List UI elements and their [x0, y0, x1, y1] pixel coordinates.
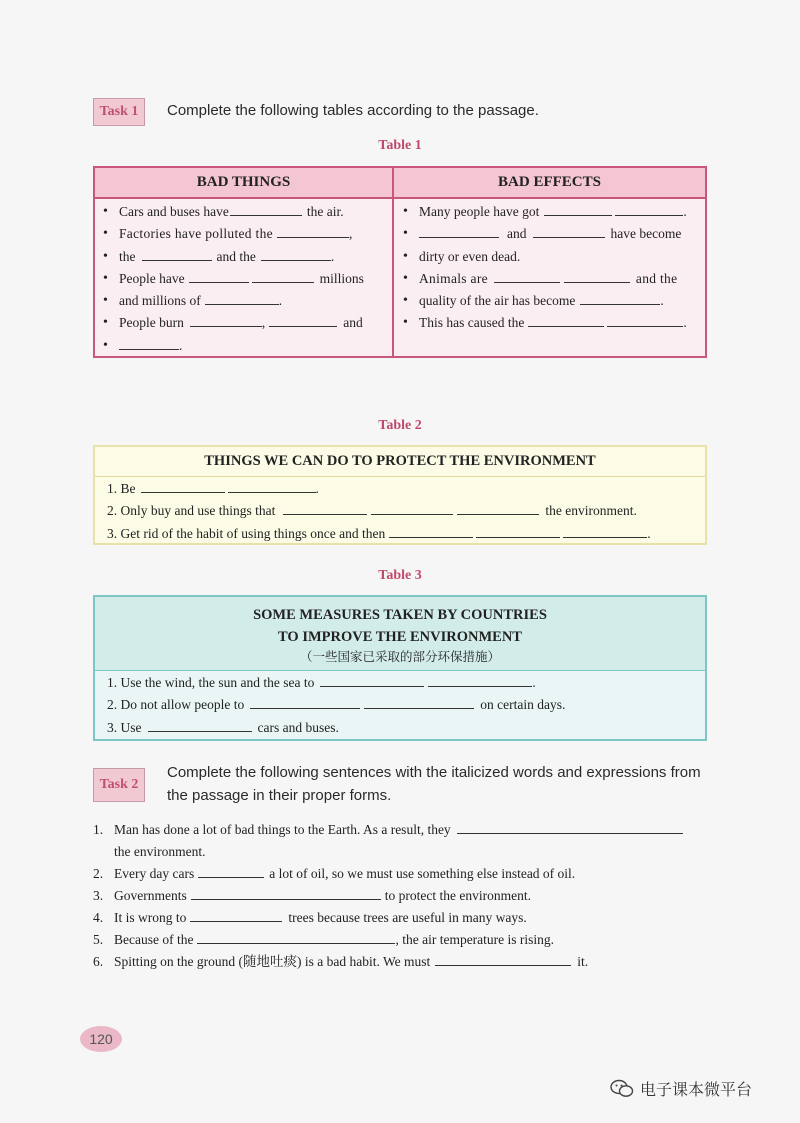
table1-right-header: BAD EFFECTS: [394, 168, 705, 199]
list-item-cont: • the and the .: [101, 246, 383, 268]
task2-instruction: [167, 761, 727, 807]
answer-blank[interactable]: [563, 525, 647, 538]
answer-blank[interactable]: [142, 248, 212, 261]
answer-blank[interactable]: [364, 696, 474, 709]
answer-blank[interactable]: [320, 674, 424, 687]
answer-blank[interactable]: [389, 525, 473, 538]
task2-instruction-line1: Complete the following sentences with the italicized words and expressions from: [167, 764, 701, 781]
answer-blank[interactable]: [615, 203, 683, 216]
list-item: 2. Only buy and use things that the environment.: [107, 503, 637, 519]
answer-blank[interactable]: [197, 931, 395, 944]
table3-header-cn: （一些国家已采取的部分环保措施）: [299, 649, 500, 664]
answer-blank[interactable]: [230, 203, 302, 216]
table3-header-line1: SOME MEASURES TAKEN BY COUNTRIES: [253, 607, 547, 623]
list-item-cont: • and millions of .: [101, 290, 383, 312]
answer-blank[interactable]: [476, 525, 560, 538]
answer-blank[interactable]: [277, 225, 349, 238]
task2-instruction-line2: the passage in their proper forms.: [167, 787, 392, 804]
task1-badge: Task 1: [93, 98, 145, 126]
table1: [93, 166, 707, 358]
answer-blank[interactable]: [564, 270, 630, 283]
sentence-4: 4. It is wrong to trees because trees are useful in many ways.: [93, 910, 527, 925]
table2-list: [107, 478, 697, 545]
list-item-cont: • dirty or even dead.: [401, 246, 701, 268]
answer-blank[interactable]: [457, 502, 539, 515]
answer-blank[interactable]: [607, 314, 683, 327]
sentence-3: 3. Governments to protect the environment.: [93, 888, 531, 903]
table3-header-line2: TO IMPROVE THE ENVIRONMENT: [278, 629, 522, 645]
table2-header: THINGS WE CAN DO TO PROTECT THE ENVIRONMENT: [95, 447, 705, 477]
list-item: 2. Do not allow people to on certain days.: [107, 697, 566, 713]
sentence-1: 1. Man has done a lot of bad things to the Earth. As a result, they the environment.: [93, 819, 713, 863]
task1-instruction: Complete the following tables according to the passage.: [167, 102, 539, 119]
table3-header: [95, 597, 705, 671]
table3-caption: Table 3: [378, 568, 422, 583]
list-item: • Factories have polluted the ,: [101, 223, 383, 245]
sentence-6: 6. Spitting on the ground (随地吐痰) is a bad habit. We must it.: [93, 954, 589, 969]
table2-caption: Table 2: [378, 418, 422, 433]
answer-blank[interactable]: [190, 909, 282, 922]
list-item: • Animals are and the: [401, 268, 701, 290]
answer-blank[interactable]: [457, 821, 683, 834]
answer-blank[interactable]: [261, 248, 331, 261]
list-item-cont: • .: [101, 335, 383, 357]
answer-blank[interactable]: [119, 337, 179, 350]
list-item: 1. Use the wind, the sun and the sea to .: [107, 675, 536, 690]
watermark-text: 电子课本微平台: [640, 1080, 753, 1099]
list-item: 3. Use cars and buses.: [107, 719, 339, 735]
answer-blank[interactable]: [533, 225, 605, 238]
answer-blank[interactable]: [148, 719, 252, 732]
wechat-icon: [610, 1078, 634, 1100]
answer-blank[interactable]: [252, 270, 314, 283]
answer-blank[interactable]: [205, 292, 279, 305]
list-item: • Many people have got .: [401, 201, 701, 223]
answer-blank[interactable]: [371, 502, 453, 515]
table1-left-header: BAD THINGS: [95, 168, 392, 199]
list-item: 3. Get rid of the habit of using things once and then .: [107, 525, 651, 541]
answer-blank[interactable]: [190, 314, 262, 327]
answer-blank[interactable]: [198, 865, 264, 878]
table1-caption: Table 1: [378, 138, 422, 153]
answer-blank[interactable]: [189, 270, 249, 283]
answer-blank[interactable]: [228, 480, 316, 493]
sentence-2: 2. Every day cars a lot of oil, so we must use something else instead of oil.: [93, 866, 576, 881]
answer-blank[interactable]: [191, 887, 381, 900]
list-item-cont: • quality of the air has become .: [401, 290, 701, 312]
watermark: [610, 1077, 752, 1100]
answer-blank[interactable]: [494, 270, 560, 283]
page-number: 120: [80, 1026, 122, 1052]
answer-blank[interactable]: [580, 292, 660, 305]
list-item: • People burn , and: [101, 312, 383, 334]
answer-blank[interactable]: [435, 953, 571, 966]
answer-blank[interactable]: [250, 696, 360, 709]
answer-blank[interactable]: [528, 314, 604, 327]
answer-blank[interactable]: [141, 480, 225, 493]
answer-blank[interactable]: [428, 674, 532, 687]
sentence-5: 5. Because of the , the air temperature is rising.: [93, 932, 555, 947]
table1-left-list: [101, 201, 383, 357]
answer-blank[interactable]: [269, 314, 337, 327]
list-item: • and have become: [401, 223, 701, 245]
table3-list: [107, 672, 697, 739]
answer-blank[interactable]: [544, 203, 612, 216]
answer-blank[interactable]: [283, 502, 367, 515]
list-item: • Cars and buses have the air.: [101, 201, 383, 223]
table1-right-list: [401, 201, 701, 335]
table2: [93, 445, 707, 545]
list-item: • This has caused the .: [401, 312, 701, 334]
list-item: 1. Be .: [107, 481, 319, 496]
table3: [93, 595, 707, 741]
task2-badge: Task 2: [93, 768, 145, 802]
table1-divider: [392, 168, 394, 356]
list-item: • People have millions: [101, 268, 383, 290]
answer-blank[interactable]: [419, 225, 499, 238]
